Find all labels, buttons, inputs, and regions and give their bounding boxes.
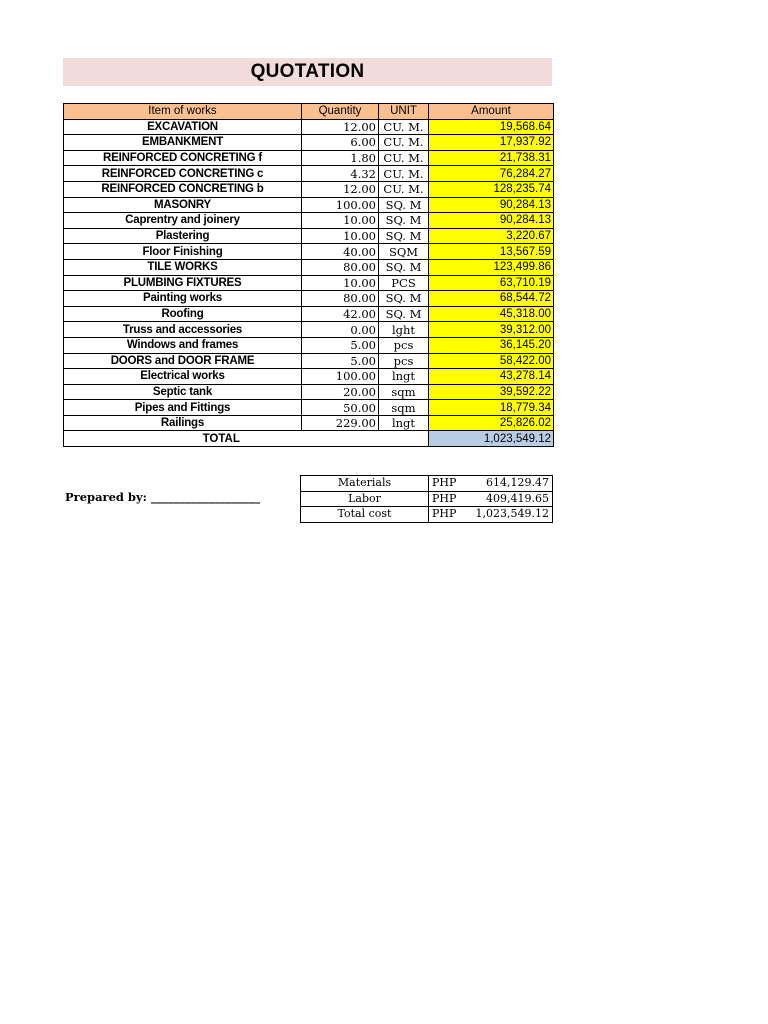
cell-quantity: 42.00 [302,306,379,322]
cell-amount: 25,826.02 [429,415,554,431]
table-row [64,150,554,166]
cell-unit: CU. M. [379,181,429,197]
cell-item: MASONRY [64,197,302,213]
total-label: TOTAL [64,431,379,447]
cell-quantity: 229.00 [302,415,379,431]
header-unit: UNIT [379,104,429,120]
cell-quantity: 80.00 [302,259,379,275]
cell-item: Truss and accessories [64,322,302,338]
cell-amount: 36,145.20 [429,337,554,353]
cell-unit: PCS [379,275,429,291]
cell-amount: 3,220.67 [429,228,554,244]
total-spacer [379,431,429,447]
cell-unit: sqm [379,400,429,416]
cell-quantity: 10.00 [302,275,379,291]
cell-amount: 18,779.34 [429,400,554,416]
cell-amount: 19,568.64 [429,119,554,135]
cell-item: Railings [64,415,302,431]
cell-quantity: 4.32 [302,166,379,182]
cell-quantity: 5.00 [302,337,379,353]
cell-quantity: 12.00 [302,181,379,197]
cell-item: Caprentry and joinery [64,213,302,229]
cell-amount: 90,284.13 [429,197,554,213]
header-quantity: Quantity [302,104,379,120]
summary-currency: PHP [429,476,469,492]
table-row [64,228,554,244]
table-row [64,135,554,151]
summary-row [301,507,553,523]
cell-amount: 43,278.14 [429,369,554,385]
table-row [64,384,554,400]
cell-unit: lngt [379,415,429,431]
cell-quantity: 50.00 [302,400,379,416]
cell-quantity: 10.00 [302,213,379,229]
summary-row [301,476,553,492]
cell-unit: SQ. M [379,213,429,229]
page-title: QUOTATION [63,58,552,86]
cell-quantity: 100.00 [302,197,379,213]
cell-quantity: 6.00 [302,135,379,151]
cell-item: Floor Finishing [64,244,302,260]
table-row [64,213,554,229]
cell-quantity: 10.00 [302,228,379,244]
cell-amount: 123,499.86 [429,259,554,275]
cell-unit: lngt [379,369,429,385]
cell-item: Electrical works [64,369,302,385]
cell-amount: 68,544.72 [429,291,554,307]
cell-item: PLUMBING FIXTURES [64,275,302,291]
total-amount: 1,023,549.12 [429,431,554,447]
summary-value: 614,129.47 [469,476,553,492]
quotation-table [63,103,554,447]
table-row [64,306,554,322]
table-row [64,400,554,416]
summary-label: Labor [301,491,429,507]
cell-unit: sqm [379,384,429,400]
cell-quantity: 0.00 [302,322,379,338]
cell-item: Pipes and Fittings [64,400,302,416]
cell-unit: CU. M. [379,119,429,135]
cell-unit: SQ. M [379,259,429,275]
cell-unit: CU. M. [379,135,429,151]
summary-currency: PHP [429,491,469,507]
cell-item: EXCAVATION [64,119,302,135]
cell-amount: 17,937.92 [429,135,554,151]
table-row [64,166,554,182]
table-row [64,197,554,213]
cell-item: Windows and frames [64,337,302,353]
cell-amount: 13,567.59 [429,244,554,260]
cell-item: TILE WORKS [64,259,302,275]
cell-item: EMBANKMENT [64,135,302,151]
table-row [64,369,554,385]
cell-quantity: 100.00 [302,369,379,385]
cell-unit: SQ. M [379,197,429,213]
table-row [64,322,554,338]
cell-quantity: 40.00 [302,244,379,260]
summary-label: Total cost [301,507,429,523]
cell-unit: SQ. M [379,228,429,244]
summary-label: Materials [301,476,429,492]
header-item: Item of works [64,104,302,120]
cell-quantity: 12.00 [302,119,379,135]
summary-currency: PHP [429,507,469,523]
header-amount: Amount [429,104,554,120]
cell-item: DOORS and DOOR FRAME [64,353,302,369]
table-row [64,415,554,431]
cell-amount: 90,284.13 [429,213,554,229]
cell-amount: 39,312.00 [429,322,554,338]
summary-value: 1,023,549.12 [469,507,553,523]
cost-summary-table [300,475,553,523]
cell-amount: 76,284.27 [429,166,554,182]
cell-unit: CU. M. [379,150,429,166]
summary-row [301,491,553,507]
prepared-by: Prepared by: ___________________ [65,490,261,504]
summary-value: 409,419.65 [469,491,553,507]
cell-unit: CU. M. [379,166,429,182]
table-row [64,244,554,260]
cell-amount: 128,235.74 [429,181,554,197]
table-row [64,259,554,275]
cell-item: REINFORCED CONCRETING f [64,150,302,166]
table-row [64,353,554,369]
cell-item: Roofing [64,306,302,322]
table-row [64,181,554,197]
cell-item: REINFORCED CONCRETING b [64,181,302,197]
cell-quantity: 20.00 [302,384,379,400]
cell-item: Septic tank [64,384,302,400]
cell-amount: 58,422.00 [429,353,554,369]
cell-item: Plastering [64,228,302,244]
table-row [64,337,554,353]
cell-unit: pcs [379,337,429,353]
cell-unit: SQ. M [379,306,429,322]
cell-unit: pcs [379,353,429,369]
cell-item: REINFORCED CONCRETING c [64,166,302,182]
cell-amount: 45,318.00 [429,306,554,322]
cell-unit: lght [379,322,429,338]
table-row [64,275,554,291]
cell-item: Painting works [64,291,302,307]
cell-quantity: 5.00 [302,353,379,369]
table-row [64,119,554,135]
cell-unit: SQ. M [379,291,429,307]
cell-quantity: 1.80 [302,150,379,166]
cell-amount: 63,710.19 [429,275,554,291]
cell-unit: SQM [379,244,429,260]
cell-quantity: 80.00 [302,291,379,307]
header-row [64,104,554,120]
cell-amount: 21,738.31 [429,150,554,166]
cell-amount: 39,592.22 [429,384,554,400]
table-row [64,291,554,307]
total-row [64,431,554,447]
